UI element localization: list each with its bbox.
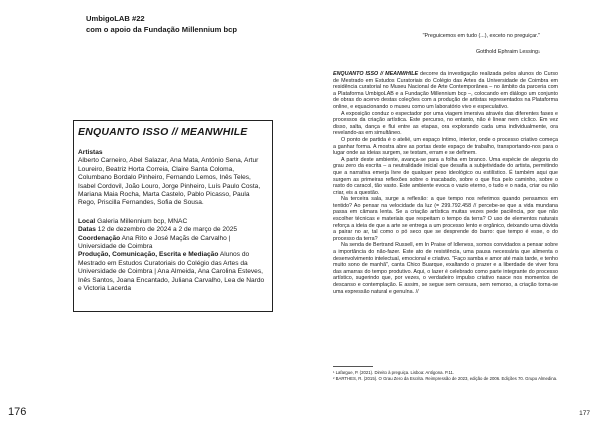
paragraph-1-text: decorre da investigação realizada pelos alunos do Curso de Mestrado em Estudos Curatoriais do Colégio das Artes da Universidade de Coimbra em residência curatorial no Museu Nacional de Arte Contemporânea – no âmbito da parceria com a Plataforma UmbigoLAB e a Fundação Millennium bcp –, colocando em diálogo um conjunto de obras do acervo destas coleções com a produção de artistas representados na Plataforma online, e equacionando o museu como um laboratório vivo e especulativo.	[333, 71, 558, 110]
right-page	[300, 0, 600, 425]
artists-list: Alberto Carneiro, Abel Salazar, Ana Mata, António Sena, Artur Loureiro, Beatriz Horta Correia, Claire Santa Coloma, Columbano Bordalo Pinheiro, Fernando Lemos, Inês Teles, Isabel Cordovil, João Louro, Jorge Pinheiro, Luís Paulo Costa, Mariana Maia Rocha, Marta Castelo, Pablo Picasso, Paula Rego, Priscilla Fernandes, Sofia de Sousa.	[78, 157, 261, 207]
exhibition-title: ENQUANTO ISSO // MEANWHILE	[78, 126, 248, 138]
page-number-right: 177	[579, 410, 590, 417]
datas-row	[78, 226, 268, 234]
epigraph-author-row	[360, 49, 540, 57]
footnote-1: ¹ Lafargue, P. (2021). Direito à preguiça. Lisboa: Antígona. P.11.	[333, 370, 455, 375]
paragraph-1-lead: ENQUANTO ISSO // MEANWHILE	[333, 71, 419, 77]
production-row	[78, 251, 268, 293]
page-number-left: 176	[8, 406, 27, 418]
coordination-value: Ana Rito e José Maçãs de Carvalho | Universidade de Coimbra	[78, 234, 231, 251]
paragraph-5: Na terceira sala, surge a reflexão: a que tempo nos referimos quando pensamos em tentido? Ao pensar na velocidade da luz (= 299.792.458 // percebe-se que a vida mundana passa em câmara lenta. Se a criação artística muitas vezes pede paciência, por que não escolher técnicas e materiais que respeitam o tempo da terra? O uso de elementos naturais reforça a ideia de que a arte se entrega a um processo lento e orgânico, deixando uma dúvida a pairar no ar, tal como o pó seco que se desprende do barro: que tempo é esse, o do processo da terra?	[333, 196, 558, 242]
exhibition-info-box	[73, 120, 273, 312]
coordination-label: Coordenação	[78, 234, 121, 242]
paragraph-3: O ponto de partida é o atelié, um espaço íntimo, interior, onde o processo criativo começa a ganhar forma. A mostra abre as portas deste espaço de trabalho, transportando-nos para o lugar onde as ideias surgem, se testam, erram e se definem.	[333, 136, 558, 157]
paragraph-1	[333, 71, 558, 111]
local-row	[78, 218, 268, 226]
header-line-1: UmbigoLAB #22	[86, 14, 145, 23]
epigraph-author: Gotthold Ephraim Lessing	[475, 48, 538, 55]
epigraph	[360, 33, 540, 56]
coordination-row	[78, 235, 268, 252]
epigraph-quote: "Preguicemos em tudo (...), exceto no preguiçar."	[422, 33, 540, 39]
footnotes	[333, 370, 558, 381]
footnote-2: ² BARTHES, R. (2015). O Grau Zero da Escrita. Reimpressão de 2023, edição de 2006. Edições 70. Grupo Almedina.	[333, 375, 558, 381]
datas-value: 12 de dezembro de 2024 a 2 de março de 2025	[95, 226, 238, 234]
paragraph-4: A partir deste ambiente, avança-se para a folha em branco. Uma espécie de alegoria do grau zero da escrita – a neutralidade inicial que desafia a subjetividade do artista, permitindo que a narrativa emerja livre de qualquer peso ideológico ou estilístico. É também aqui que surgem as primeiras reflexões sobre o inacabado, sobre o que fica pelo caminho, sobre o rasto do caracol, tão vasto. Este ambiente evoca o vazio eterno, o tudo e o nada, criar ou não criar, eis a questão.	[333, 156, 558, 196]
exhibition-details	[78, 218, 268, 294]
footnote-divider	[333, 366, 373, 367]
production-label: Produção, Comunicação, Escrita e Mediação	[78, 251, 219, 259]
essay-body	[333, 71, 558, 295]
datas-label: Datas	[78, 226, 96, 234]
local-value: Galeria Millennium bcp, MNAC	[95, 217, 188, 225]
epigraph-footnote-ref: 1	[538, 49, 540, 54]
page-header	[86, 14, 237, 35]
header-line-2: com o apoio da Fundação Millennium bcp	[86, 24, 238, 34]
production-value: Alunos do Mestrado em Estudos Curatoriais do Colégio das Artes da Universidade de Coimbra | Ana Almeida, Ana Carolina Esteves, Inês Santos, Joana Encantado, Juliana Carvalho, Lea de Nardo e Victoria Lacerda	[78, 251, 265, 293]
paragraph-6: Na senda de Bertrand Russell, em In Praise of Idleness, somos convidados a pensar sobre a importância do não-fazer. Este ato de resistência, uma pausa necessária que alimenta o desenvolvimento intelectual, emocional e criativo. "Faço samba e amor até mais tarde, e tenho muito sono de manhã", canta Chico Buarque, exaltando o prazer e a liberdade de viver fora das amarras do tempo produtivo. Aqui, o lazer é celebrado como parte integrante do processo artístico, sugerindo que, por vezes, o verdadeiro impulso criativo nasce nos momentos de descanso e contemplação. E assim, se segue sem censura, sem remorso, a criação torna-se uma expressão natural e genuína. //	[333, 242, 558, 295]
local-label: Local	[78, 217, 96, 225]
paragraph-2: A exposição conduz o espectador por uma viagem imersiva através das diferentes fases e processos da criação artística. Este percurso, no entanto, não é linear nem cíclico. Em vez disso, salta, dança e flui entre as etapas, ora explorando cada uma individualmente, ora revelando-as em simultâneo.	[333, 110, 558, 137]
artists-label: Artistas	[78, 149, 103, 156]
